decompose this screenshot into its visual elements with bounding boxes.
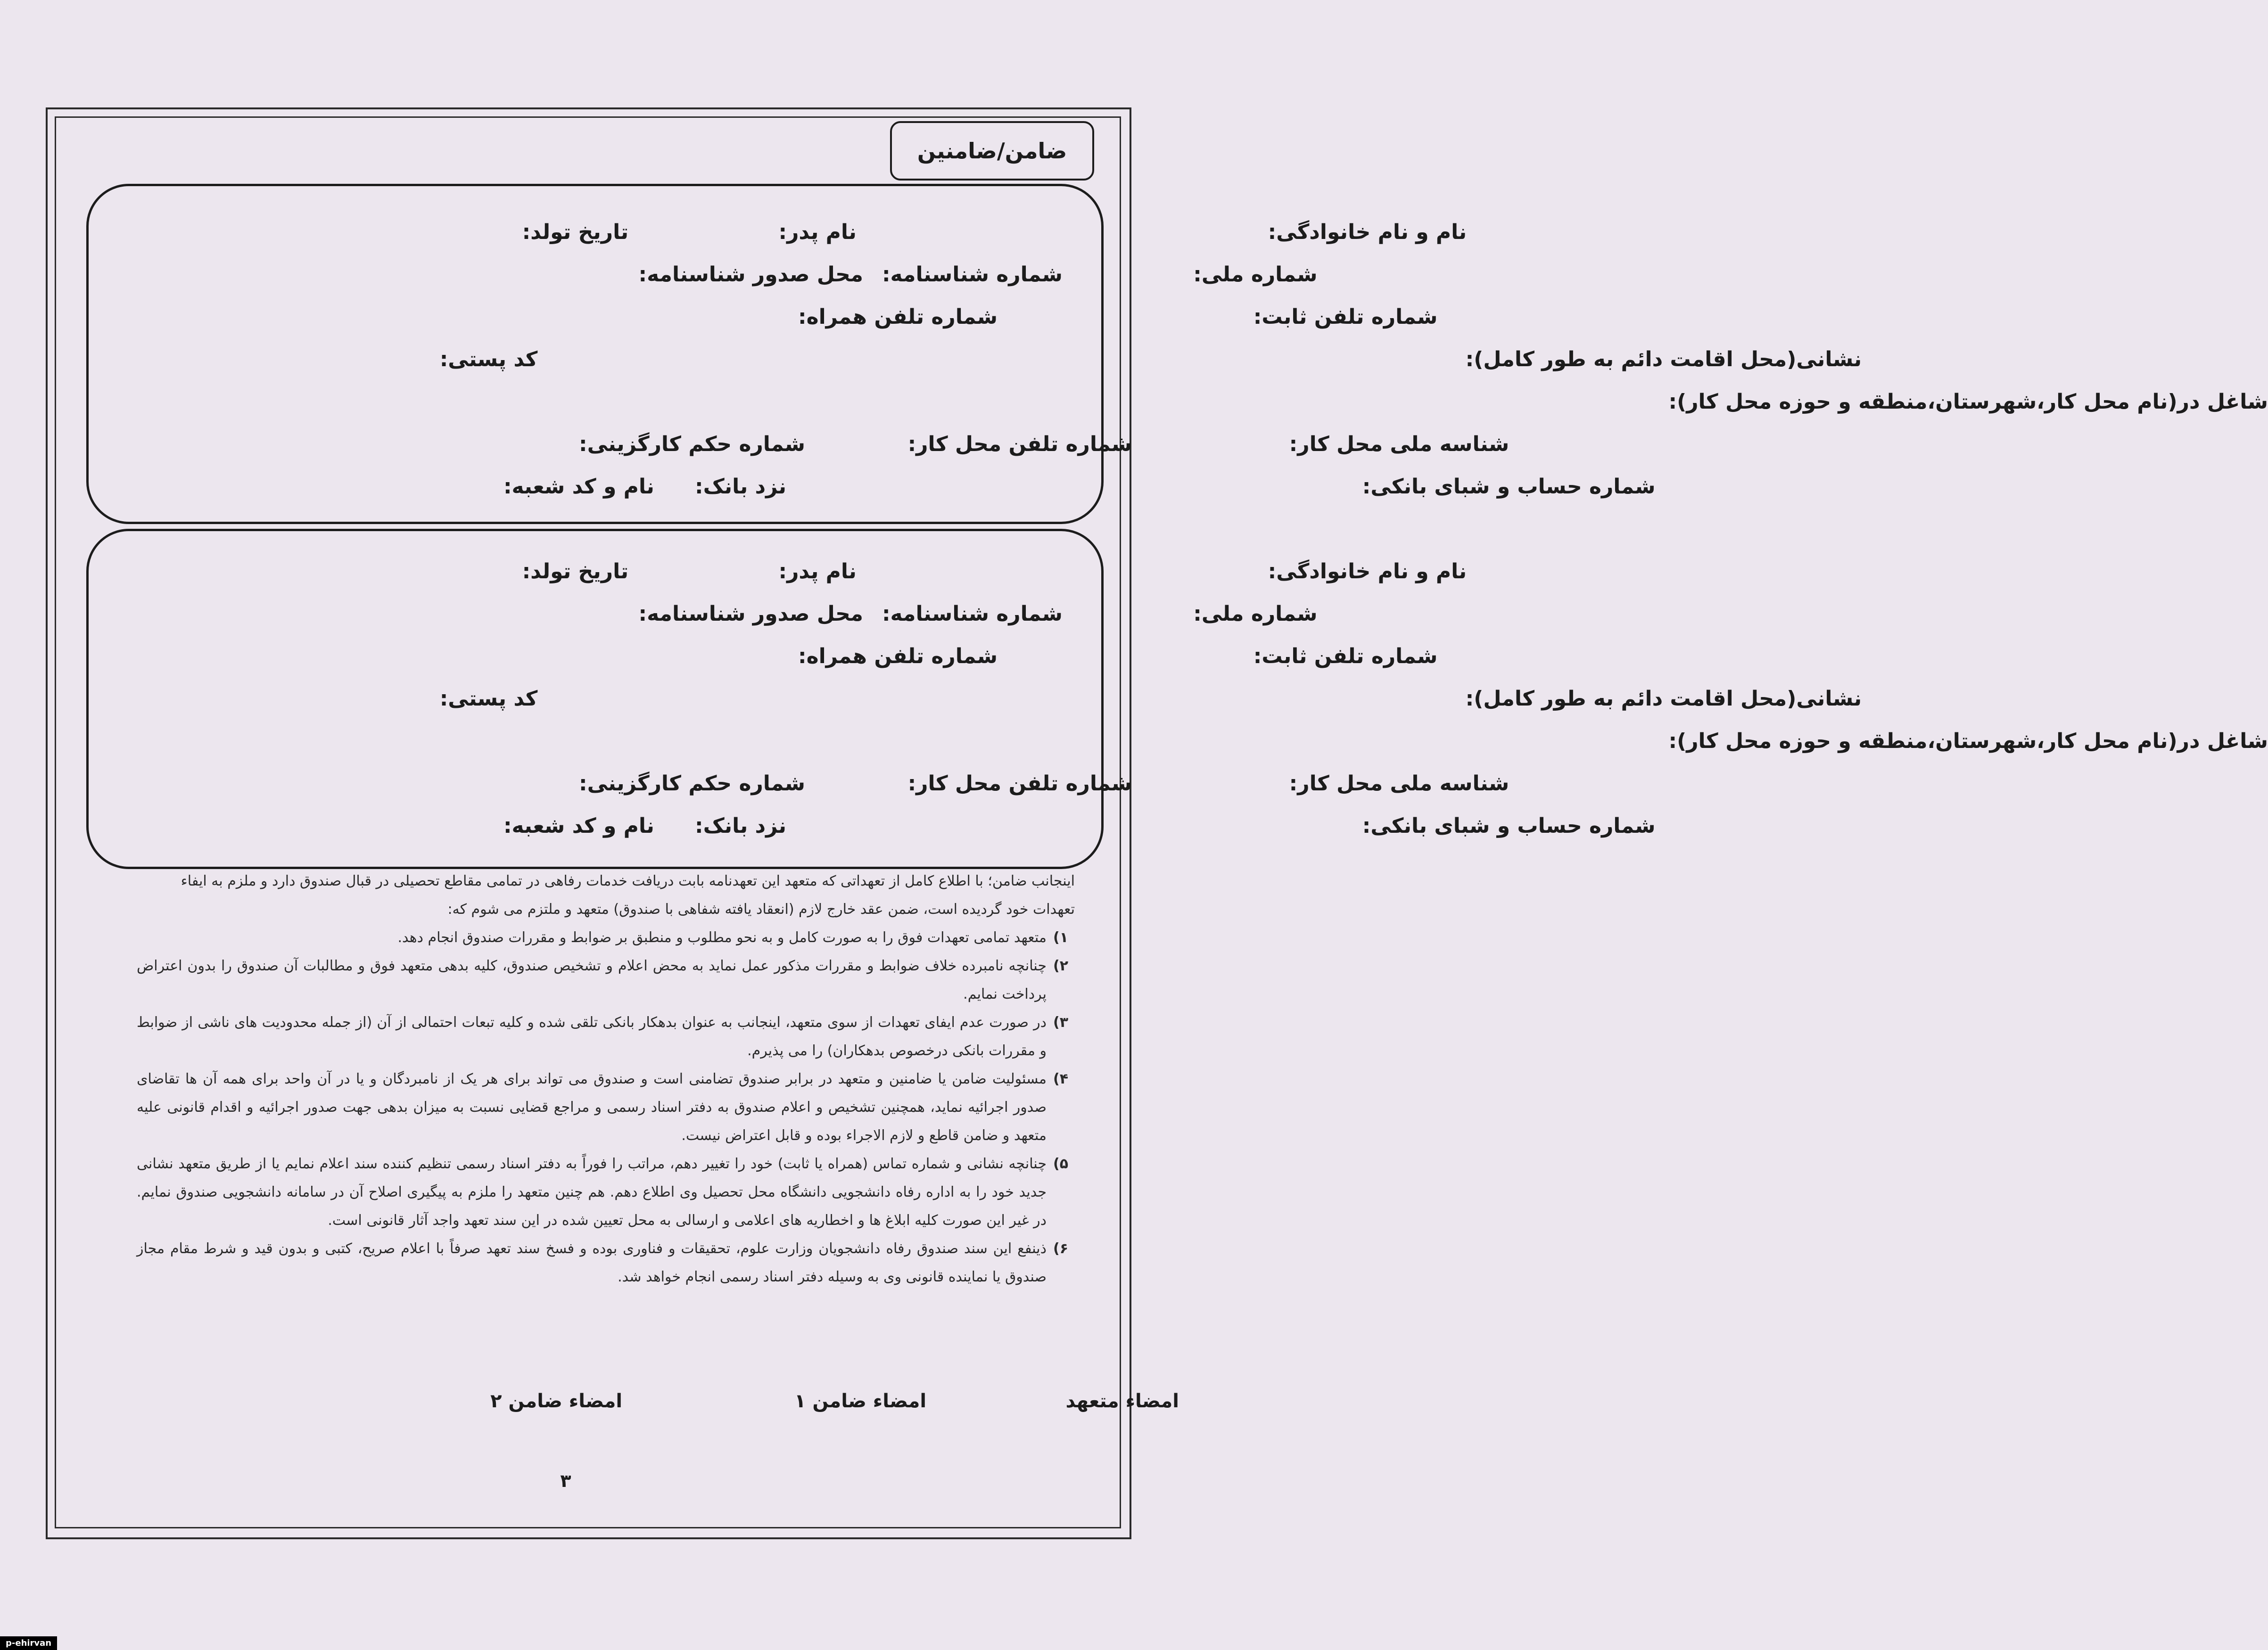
field-full-name: نام و نام خانوادگی:: [1268, 220, 1467, 244]
field-national-id: شماره ملی:: [1193, 602, 1318, 626]
terms-item: [137, 1009, 1075, 1065]
field-birth-cert-number: شماره شناسنامه:: [882, 263, 1063, 287]
signature-row: [0, 1390, 1202, 1419]
terms-item: [137, 1150, 1075, 1235]
row-address: [89, 347, 1862, 380]
terms-item-text: مسئولیت ضامن یا ضامنین و متعهد در برابر صندوق تضامنی است و صندوق می تواند برای هر یک از نامبردگان و یا در آن واحد برای همه آن ها تقاضای صدور اجرائیه نماید، همچنین تشخیص و اعلام صندوق به دفتر اسناد رسمی و مراجع قضایی نسبت به میزان بدهی جهت صدور اجرائیه و اقدام قانونی علیه متعهد و ضامن قاطع و لازم الاجراء بوده و قابل اعتراض نیست.: [137, 1071, 1047, 1144]
row-phone: [89, 305, 1438, 338]
terms-item-number: ۳): [1053, 1014, 1069, 1031]
field-father-name: نام پدر:: [778, 559, 857, 583]
row-name: [89, 220, 1467, 253]
field-employment-order: شماره حکم کارگزینی:: [579, 772, 806, 796]
field-full-name: نام و نام خانوادگی:: [1268, 559, 1467, 583]
field-address: نشانی(محل اقامت دائم به طور کامل):: [1465, 687, 1862, 711]
row-address: [89, 687, 1862, 720]
field-national-id: شماره ملی:: [1193, 263, 1318, 287]
terms-item-number: ۶): [1053, 1240, 1069, 1257]
field-postal-code: کد پستی:: [439, 347, 538, 371]
field-postal-code: کد پستی:: [439, 687, 538, 711]
guarantor-panel-1: [86, 184, 2268, 524]
page-number: ۳: [560, 1470, 571, 1491]
field-address: نشانی(محل اقامت دائم به طور کامل):: [1465, 347, 1862, 371]
field-father-name: نام پدر:: [778, 220, 857, 244]
row-work: [89, 432, 1509, 465]
terms-item-number: ۱): [1053, 929, 1069, 946]
terms-item: [137, 1235, 1075, 1291]
terms-item-number: ۵): [1053, 1156, 1069, 1172]
guarantor-terms: [137, 867, 1075, 1291]
row-employer: [89, 390, 2268, 423]
signature-guarantor-2: امضاء ضامن ۲: [490, 1390, 623, 1412]
field-branch: نام و کد شعبه:: [503, 475, 654, 499]
field-employer: شاغل در(نام محل کار،شهرستان،منطقه و حوزه محل کار):: [1668, 390, 2268, 414]
terms-item-text: در صورت عدم ایفای تعهدات از سوی متعهد، اینجانب به عنوان بدهکار بانکی تلقی شده و کلیه تبعات احتمالی از آن (از جمله محدودیت های ناشی از ضوابط و مقررات بانکی درخصوص بدهکاران) را می پذیرم.: [137, 1014, 1047, 1059]
field-employer: شاغل در(نام محل کار،شهرستان،منطقه و حوزه محل کار):: [1668, 729, 2268, 753]
field-mobile: شماره تلفن همراه:: [798, 644, 998, 668]
field-bank-name: نزد بانک:: [695, 475, 787, 499]
terms-intro: اینجانب ضامن؛ با اطلاع کامل از تعهداتی که متعهد این تعهدنامه بابت دریافت خدمات رفاهی در تمامی مقاطع تحصیلی در قبال صندوق دارد و ملزم به ایفاء تعهدات خود گردیده است، ضمن عقد خارج لازم (انعقاد یافته شفاهی با صندوق) متعهد و ملتزم می شوم که:: [181, 873, 1075, 918]
row-employer: [89, 729, 2268, 762]
source-watermark: p-ehirvan: [0, 1636, 57, 1650]
row-id: [89, 602, 1318, 635]
terms-item-text: متعهد تمامی تعهدات فوق را به صورت کامل و به نحو مطلوب و منطبق بر ضوابط و مقررات صندوق انجام دهد.: [397, 929, 1047, 946]
field-landline: شماره تلفن ثابت:: [1253, 305, 1438, 329]
field-bank-account: شماره حساب و شبای بانکی:: [1362, 814, 1656, 838]
field-birth-cert-place: محل صدور شناسنامه:: [638, 602, 864, 626]
field-landline: شماره تلفن ثابت:: [1253, 644, 1438, 668]
section-title: ضامن/ضامنین: [890, 121, 1094, 181]
field-mobile: شماره تلفن همراه:: [798, 305, 998, 329]
field-birth-date: تاریخ تولد:: [522, 559, 629, 583]
field-branch: نام و کد شعبه:: [503, 814, 654, 838]
terms-item-number: ۴): [1053, 1071, 1069, 1087]
terms-item: [137, 952, 1075, 1009]
terms-item-number: ۲): [1053, 958, 1069, 974]
signature-guarantor-1: امضاء ضامن ۱: [794, 1390, 927, 1412]
row-work: [89, 772, 1509, 804]
row-bank: [89, 475, 1656, 508]
terms-item: [137, 924, 1075, 952]
terms-item-text: چنانچه نامبرده خلاف ضوابط و مقررات مذکور عمل نماید به محض اعلام و تشخیص صندوق، کلیه بدهی متعهد فوق و مطالبات آن صندوق را بدون اعتراض پرداخت نمایم.: [137, 958, 1047, 1002]
field-birth-cert-number: شماره شناسنامه:: [882, 602, 1063, 626]
field-work-phone: شماره تلفن محل کار:: [907, 772, 1132, 796]
field-employment-order: شماره حکم کارگزینی:: [579, 432, 806, 456]
guarantor-panel-2: [86, 529, 2268, 869]
row-bank: [89, 814, 1656, 847]
field-birth-cert-place: محل صدور شناسنامه:: [638, 263, 864, 287]
field-bank-account: شماره حساب و شبای بانکی:: [1362, 475, 1656, 499]
row-name: [89, 559, 1467, 592]
terms-item-text: ذینفع این سند صندوق رفاه دانشجویان وزارت علوم، تحقیقات و فناوری بوده و فسخ سند تعهد صرفاً با اعلام صریح، کتبی و بدون قید و شرط مقام مجاز صندوق یا نماینده قانونی وی به وسیله دفتر اسناد رسمی انجام خواهد شد.: [137, 1240, 1047, 1285]
row-phone: [89, 644, 1438, 677]
field-work-phone: شماره تلفن محل کار:: [907, 432, 1132, 456]
signature-obligor: امضاء متعهد: [1065, 1390, 1179, 1412]
terms-item: [137, 1065, 1075, 1150]
field-workplace-id: شناسه ملی محل کار:: [1289, 772, 1509, 796]
terms-item-text: چنانچه نشانی و شماره تماس (همراه یا ثابت) خود را تغییر دهم، مراتب را فوراً به دفتر اسناد رسمی تنظیم کننده سند اعلام نمایم یا از طریق متعهد نشانی جدید خود را به اداره رفاه دانشجویی دانشگاه محل تحصیل وی اطلاع دهم. هم چنین متعهد را ملزم به پیگیری اصلاح آن در سامانه دانشجویی صندوق نمایم. در غیر این صورت کلیه ابلاغ ها و اخطاریه های اعلامی و ارسالی به محل تعیین شده در این سند تعهد واجد آثار قانونی است.: [137, 1156, 1047, 1229]
field-workplace-id: شناسه ملی محل کار:: [1289, 432, 1509, 456]
field-bank-name: نزد بانک:: [695, 814, 787, 838]
row-id: [89, 263, 1318, 296]
field-birth-date: تاریخ تولد:: [522, 220, 629, 244]
